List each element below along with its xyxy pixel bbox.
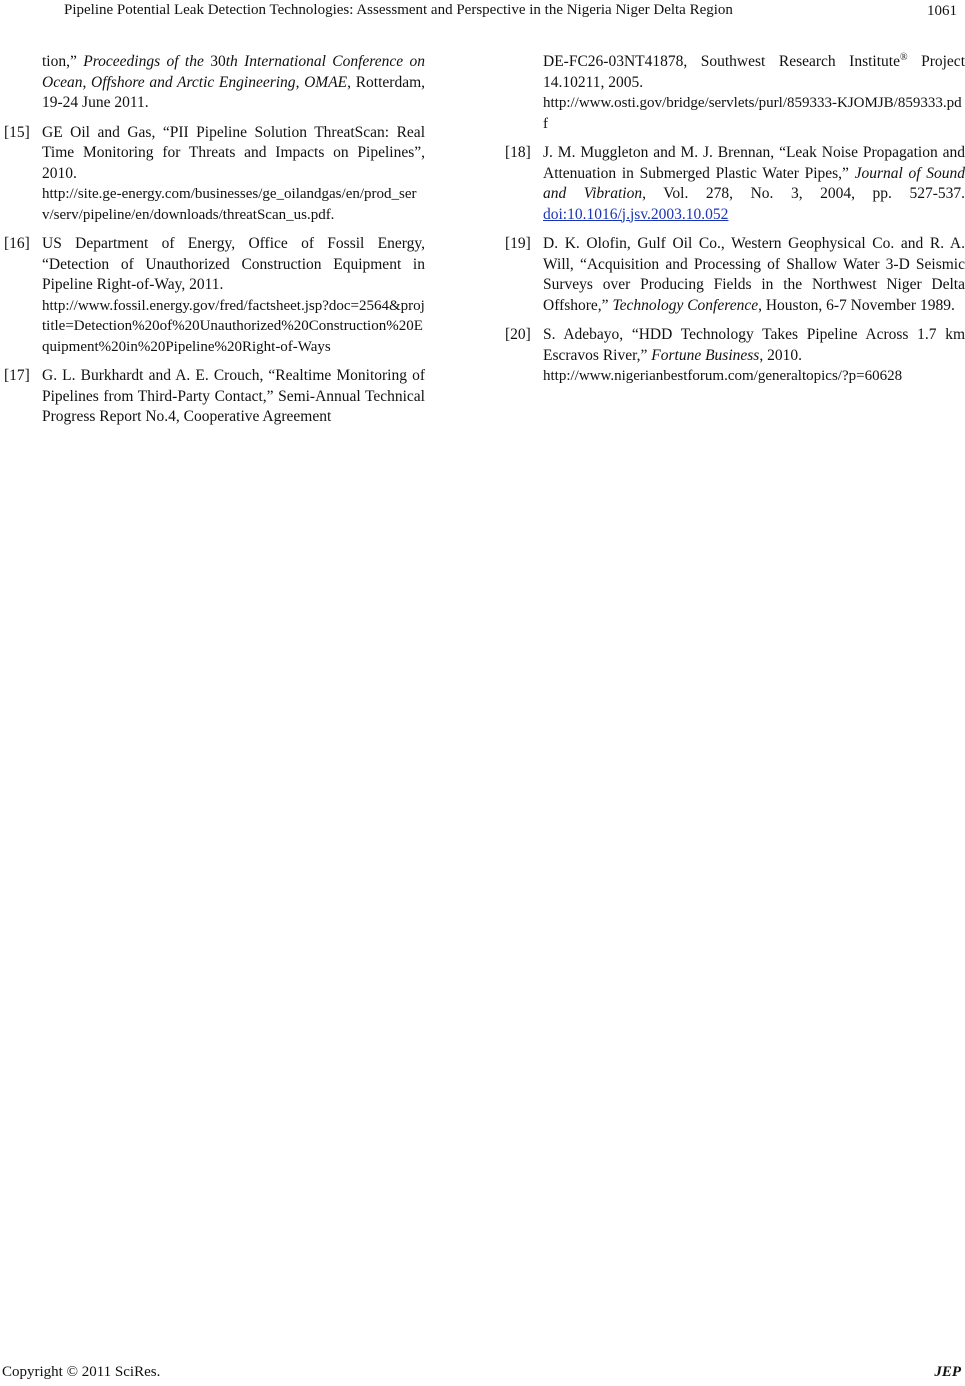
ref14-offshore-italic: Offshore and Arctic Engineering	[91, 73, 296, 91]
reference-number: [18]	[505, 144, 531, 161]
reference-url[interactable]: http://site.ge-energy.com/businesses/ge_oilandgas/en/prod_serv/serv/pipeline/en/downloads/threatScan_us.pdf.	[42, 186, 417, 223]
ref14-text: tion,”	[42, 53, 84, 70]
ref19-text: D. K. Olofin, Gulf Oil Co., Western Geophysical Co. and R. A. Will, “Acquisition and Processing of Shallow Water 3-D Seismic Surveys over Producing Fields in the Northwest Niger Delta Offshore,”	[543, 235, 965, 314]
ref14-proceedings-italic: Proceedings of the	[83, 53, 211, 70]
ref18-journal-italic: Journal of Sound and Vibration	[543, 164, 965, 202]
reference-text: GE Oil and Gas, “PII Pipeline Solution ThreatScan: Real Time Monitoring for Threats and Impacts on Pipelines”, 2010.	[42, 123, 425, 182]
reference-14-continuation	[4, 52, 425, 114]
ref14-number: 30	[210, 53, 226, 70]
reference-url[interactable]: http://www.nigerianbestforum.com/generaltopics/?p=60628	[543, 368, 903, 384]
ref18-volume: , Vol. 278, No. 3, 2004, pp. 527-537.	[642, 185, 965, 202]
reference-18	[505, 143, 965, 225]
journal-abbreviation: JEP	[934, 1364, 961, 1380]
ref17-cont-project: Project 14.10211, 2005.	[543, 53, 965, 91]
ref20-publication-italic: Fortune Business	[651, 346, 760, 364]
ref14-location: , Rotterdam, 19-24 June 2011.	[42, 73, 425, 111]
ref20-year: , 2010.	[759, 346, 802, 364]
reference-16	[4, 234, 425, 357]
ref14-conference-italic: th International Conference on Ocean	[42, 53, 425, 91]
reference-number: [15]	[4, 123, 30, 141]
doi-link[interactable]: doi:10.1016/j.jsv.2003.10.052	[543, 205, 729, 223]
reference-20	[505, 325, 965, 387]
reference-text: US Department of Energy, Office of Fossil Energy, “Detection of Unauthorized Construction Equipment in Pipeline Right-of-Way, 2011.	[42, 235, 425, 293]
ref14-omae-italic: OMAE	[304, 73, 348, 91]
running-header	[0, 0, 965, 22]
ref19-location: , Houston, 6-7 November 1989.	[758, 296, 955, 314]
reference-url[interactable]: http://www.osti.gov/bridge/servlets/purl/859333-KJOMJB/859333.pdf	[543, 95, 962, 132]
reference-number: [19]	[505, 235, 531, 252]
reference-url[interactable]: http://www.fossil.energy.gov/fred/factsheet.jsp?doc=2564&projtitle=Detection%20of%20Unauthorized%20Construction%20Equipment%20in%20Pipeline%20Right-of-Ways	[42, 297, 425, 355]
ref14-sep: ,	[82, 73, 91, 91]
ref14-sep2: ,	[295, 73, 305, 91]
reference-number: [20]	[505, 326, 531, 343]
ref19-conference-italic: Technology Conference	[612, 296, 759, 314]
reference-number: [16]	[4, 235, 30, 252]
right-column	[505, 52, 965, 396]
page-footer	[0, 1360, 965, 1386]
ref18-text: J. M. Muggleton and M. J. Brennan, “Leak Noise Propagation and Attenuation in Submerged Plastic Water Pipes,”	[543, 144, 965, 182]
reference-17	[4, 366, 425, 428]
ref17-cont-text: DE-FC26-03NT41878, Southwest Research Institute	[543, 53, 900, 70]
registered-mark: ®	[899, 51, 908, 63]
ref20-text: S. Adebayo, “HDD Technology Takes Pipeline Across 1.7 km Escravos River,”	[543, 326, 965, 364]
reference-text: G. L. Burkhardt and A. E. Crouch, “Realtime Monitoring of Pipelines from Third-Party Contact,” Semi-Annual Technical Progress Report No.4, Cooperative Agreement	[42, 367, 425, 425]
page-number: 1061	[927, 3, 957, 19]
copyright-notice: Copyright © 2011 SciRes.	[2, 1364, 161, 1380]
left-column	[4, 52, 425, 437]
running-title: Pipeline Potential Leak Detection Technologies: Assessment and Perspective in the Nigeria Niger Delta Region	[64, 2, 733, 18]
reference-17-continuation	[505, 52, 965, 134]
reference-number: [17]	[4, 367, 30, 384]
reference-19	[505, 234, 965, 316]
reference-15	[4, 123, 425, 226]
